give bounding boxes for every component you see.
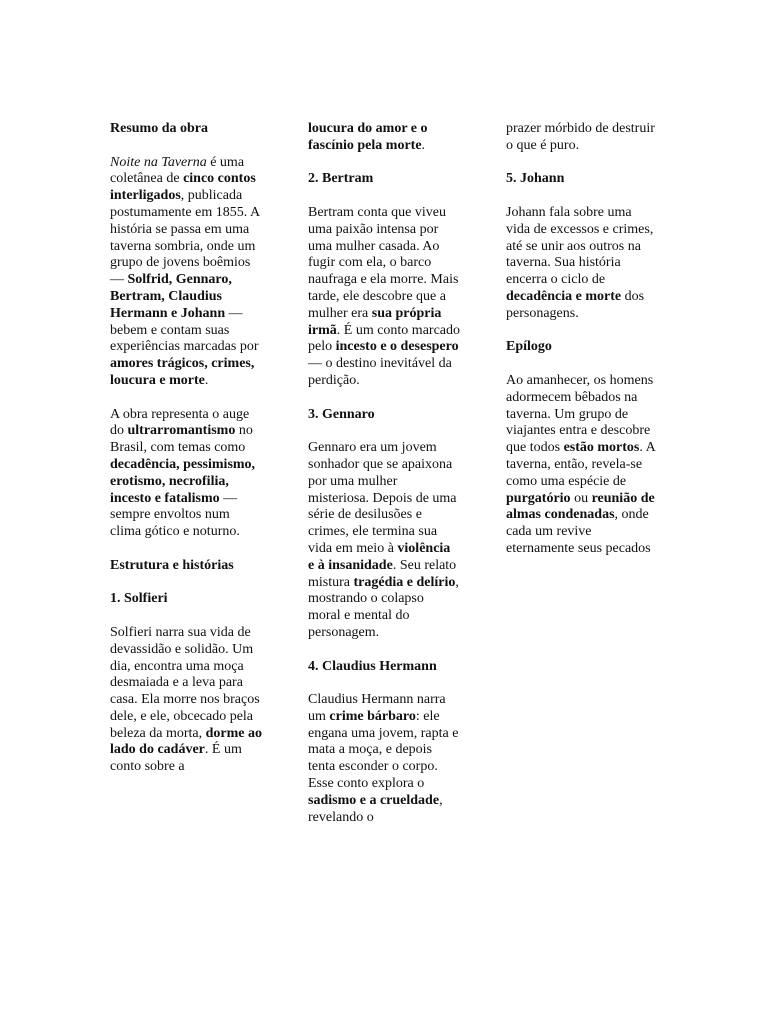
paragraph-claudius-continued: prazer mórbido de destruir o que é puro. bbox=[506, 121, 655, 153]
text-column-2 bbox=[308, 121, 460, 843]
heading-epilogo: Epílogo bbox=[506, 339, 552, 355]
paragraph-intro: Noite na Taverna é uma coletânea de cinco contos interligados, publicada postumamente em 1855. A história se passa em uma taverna sombria, onde um grupo de jovens boêmios — Solfrid, Gennaro, Bertram, Claudius Hermann e Johann — bebem e contam suas experiências marcadas por amores trágicos, crimes, loucura e morte. bbox=[110, 154, 260, 388]
heading-bertram: 2. Bertram bbox=[308, 171, 374, 187]
paragraph-johann: Johann fala sobre uma vida de excessos e crimes, até se unir aos outros na taverna. Sua história encerra o ciclo de decadência e morte dos personagens. bbox=[506, 204, 654, 321]
paragraph-solfieri: Solfieri narra sua vida de devassidão e solidão. Um dia, encontra uma moça desmaiada e a leva para casa. Ela morre nos braços dele, e ele, obcecado pela beleza da morta, dorme ao lado do cadáver. É um conto sobre a bbox=[110, 624, 263, 775]
heading-claudius-hermann: 4. Claudius Hermann bbox=[308, 658, 437, 674]
paragraph-bertram: Bertram conta que viveu uma paixão intensa por uma mulher casada. Ao fugir com ela, o barco naufraga e ela morre. Mais tarde, ele descobre que a mulher era sua própria irmã. É um conto marcado pelo incesto e o desespero — o destino inevitável da perdição. bbox=[308, 204, 461, 388]
text-column-3 bbox=[506, 121, 658, 575]
heading-estrutura: Estrutura e histórias bbox=[110, 557, 234, 573]
paragraph-gennaro: Gennaro era um jovem sonhador que se apaixona por uma mulher misteriosa. Depois de uma série de desilusões e crimes, ele termina sua vida em meio à violência e à insanidade. Seu relato mistura tragédia e delírio, mostrando o colapso moral e mental do personagem. bbox=[308, 440, 459, 640]
heading-solfieri: 1. Solfieri bbox=[110, 591, 168, 607]
heading-johann: 5. Johann bbox=[506, 171, 565, 187]
paragraph-solfieri-continued: loucura do amor e o fascínio pela morte. bbox=[308, 121, 428, 153]
paragraph-epilogo: Ao amanhecer, os homens adormecem bêbados na taverna. Um grupo de viajantes entra e descobre que todos estão mortos. A taverna, então, revela-se como uma espécie de purgatório ou reunião de almas condenadas, onde cada um revive eternamente seus pecados bbox=[506, 372, 655, 556]
paragraph-claudius-hermann: Claudius Hermann narra um crime bárbaro: ele engana uma jovem, rapta e mata a moça, e depois tenta esconder o corpo. Esse conto explora o sadismo e a crueldade, revelando o bbox=[308, 692, 459, 825]
heading-gennaro: 3. Gennaro bbox=[308, 406, 375, 422]
paragraph-ultrarromantismo: A obra representa o auge do ultrarromantismo no Brasil, com temas como decadência, pessimismo, erotismo, necrofilia, incesto e fatalismo — sempre envoltos num clima gótico e noturno. bbox=[110, 406, 256, 540]
heading-resumo: Resumo da obra bbox=[110, 121, 209, 136]
text-column-1 bbox=[110, 121, 262, 793]
